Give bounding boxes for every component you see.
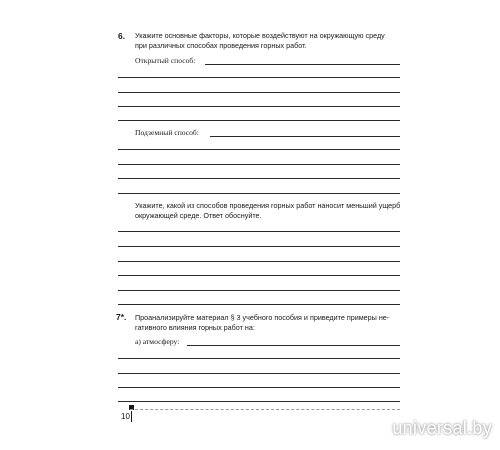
- answer-line[interactable]: [118, 178, 400, 179]
- answer-line[interactable]: [118, 304, 400, 305]
- task-6-number: 6.: [118, 31, 126, 41]
- answer-line[interactable]: [118, 106, 400, 107]
- page-number-divider: [131, 411, 132, 422]
- answer-line[interactable]: [118, 164, 400, 165]
- task-7-text-line-1: Проанализируйте материал § 3 учебного пособия и приведите примеры не-: [135, 313, 390, 322]
- atmosphere-label: а) атмосферу:: [135, 337, 180, 346]
- answer-line[interactable]: [118, 193, 400, 194]
- answer-line[interactable]: [118, 92, 400, 93]
- answer-line[interactable]: [118, 120, 400, 121]
- task-7-text-line-2: гативного влияния горных работ на:: [135, 323, 255, 332]
- open-method-field[interactable]: [205, 64, 400, 65]
- answer-line[interactable]: [118, 149, 400, 150]
- open-method-label: Открытый способ:: [135, 56, 196, 65]
- task-6-text-line-2: при различных способах проведения горных работ.: [135, 41, 307, 50]
- underground-method-field[interactable]: [210, 136, 400, 137]
- task-6-text-line-1: Укажите основные факторы, которые воздействуют на окружающую среду: [135, 31, 385, 40]
- footer-rule: [130, 409, 400, 410]
- answer-line[interactable]: [118, 275, 400, 276]
- page-number: 10: [121, 412, 130, 421]
- task-6-followup-line-2: окружающей среде. Ответ обоснуйте.: [135, 211, 262, 220]
- answer-line[interactable]: [118, 290, 400, 291]
- answer-line[interactable]: [118, 261, 400, 262]
- watermark: universal.by: [392, 418, 492, 438]
- answer-line[interactable]: [118, 77, 400, 78]
- answer-line[interactable]: [118, 373, 400, 374]
- answer-line[interactable]: [118, 358, 400, 359]
- answer-line[interactable]: [118, 387, 400, 388]
- answer-line[interactable]: [118, 401, 400, 402]
- task-6-followup-line-1: Укажите, какой из способов проведения горных работ наносит меньший ущерб: [135, 201, 401, 210]
- answer-line[interactable]: [118, 246, 400, 247]
- task-7-number: 7*.: [116, 312, 127, 322]
- answer-line[interactable]: [118, 231, 400, 232]
- atmosphere-field[interactable]: [187, 345, 400, 346]
- underground-method-label: Подземный способ:: [135, 128, 199, 137]
